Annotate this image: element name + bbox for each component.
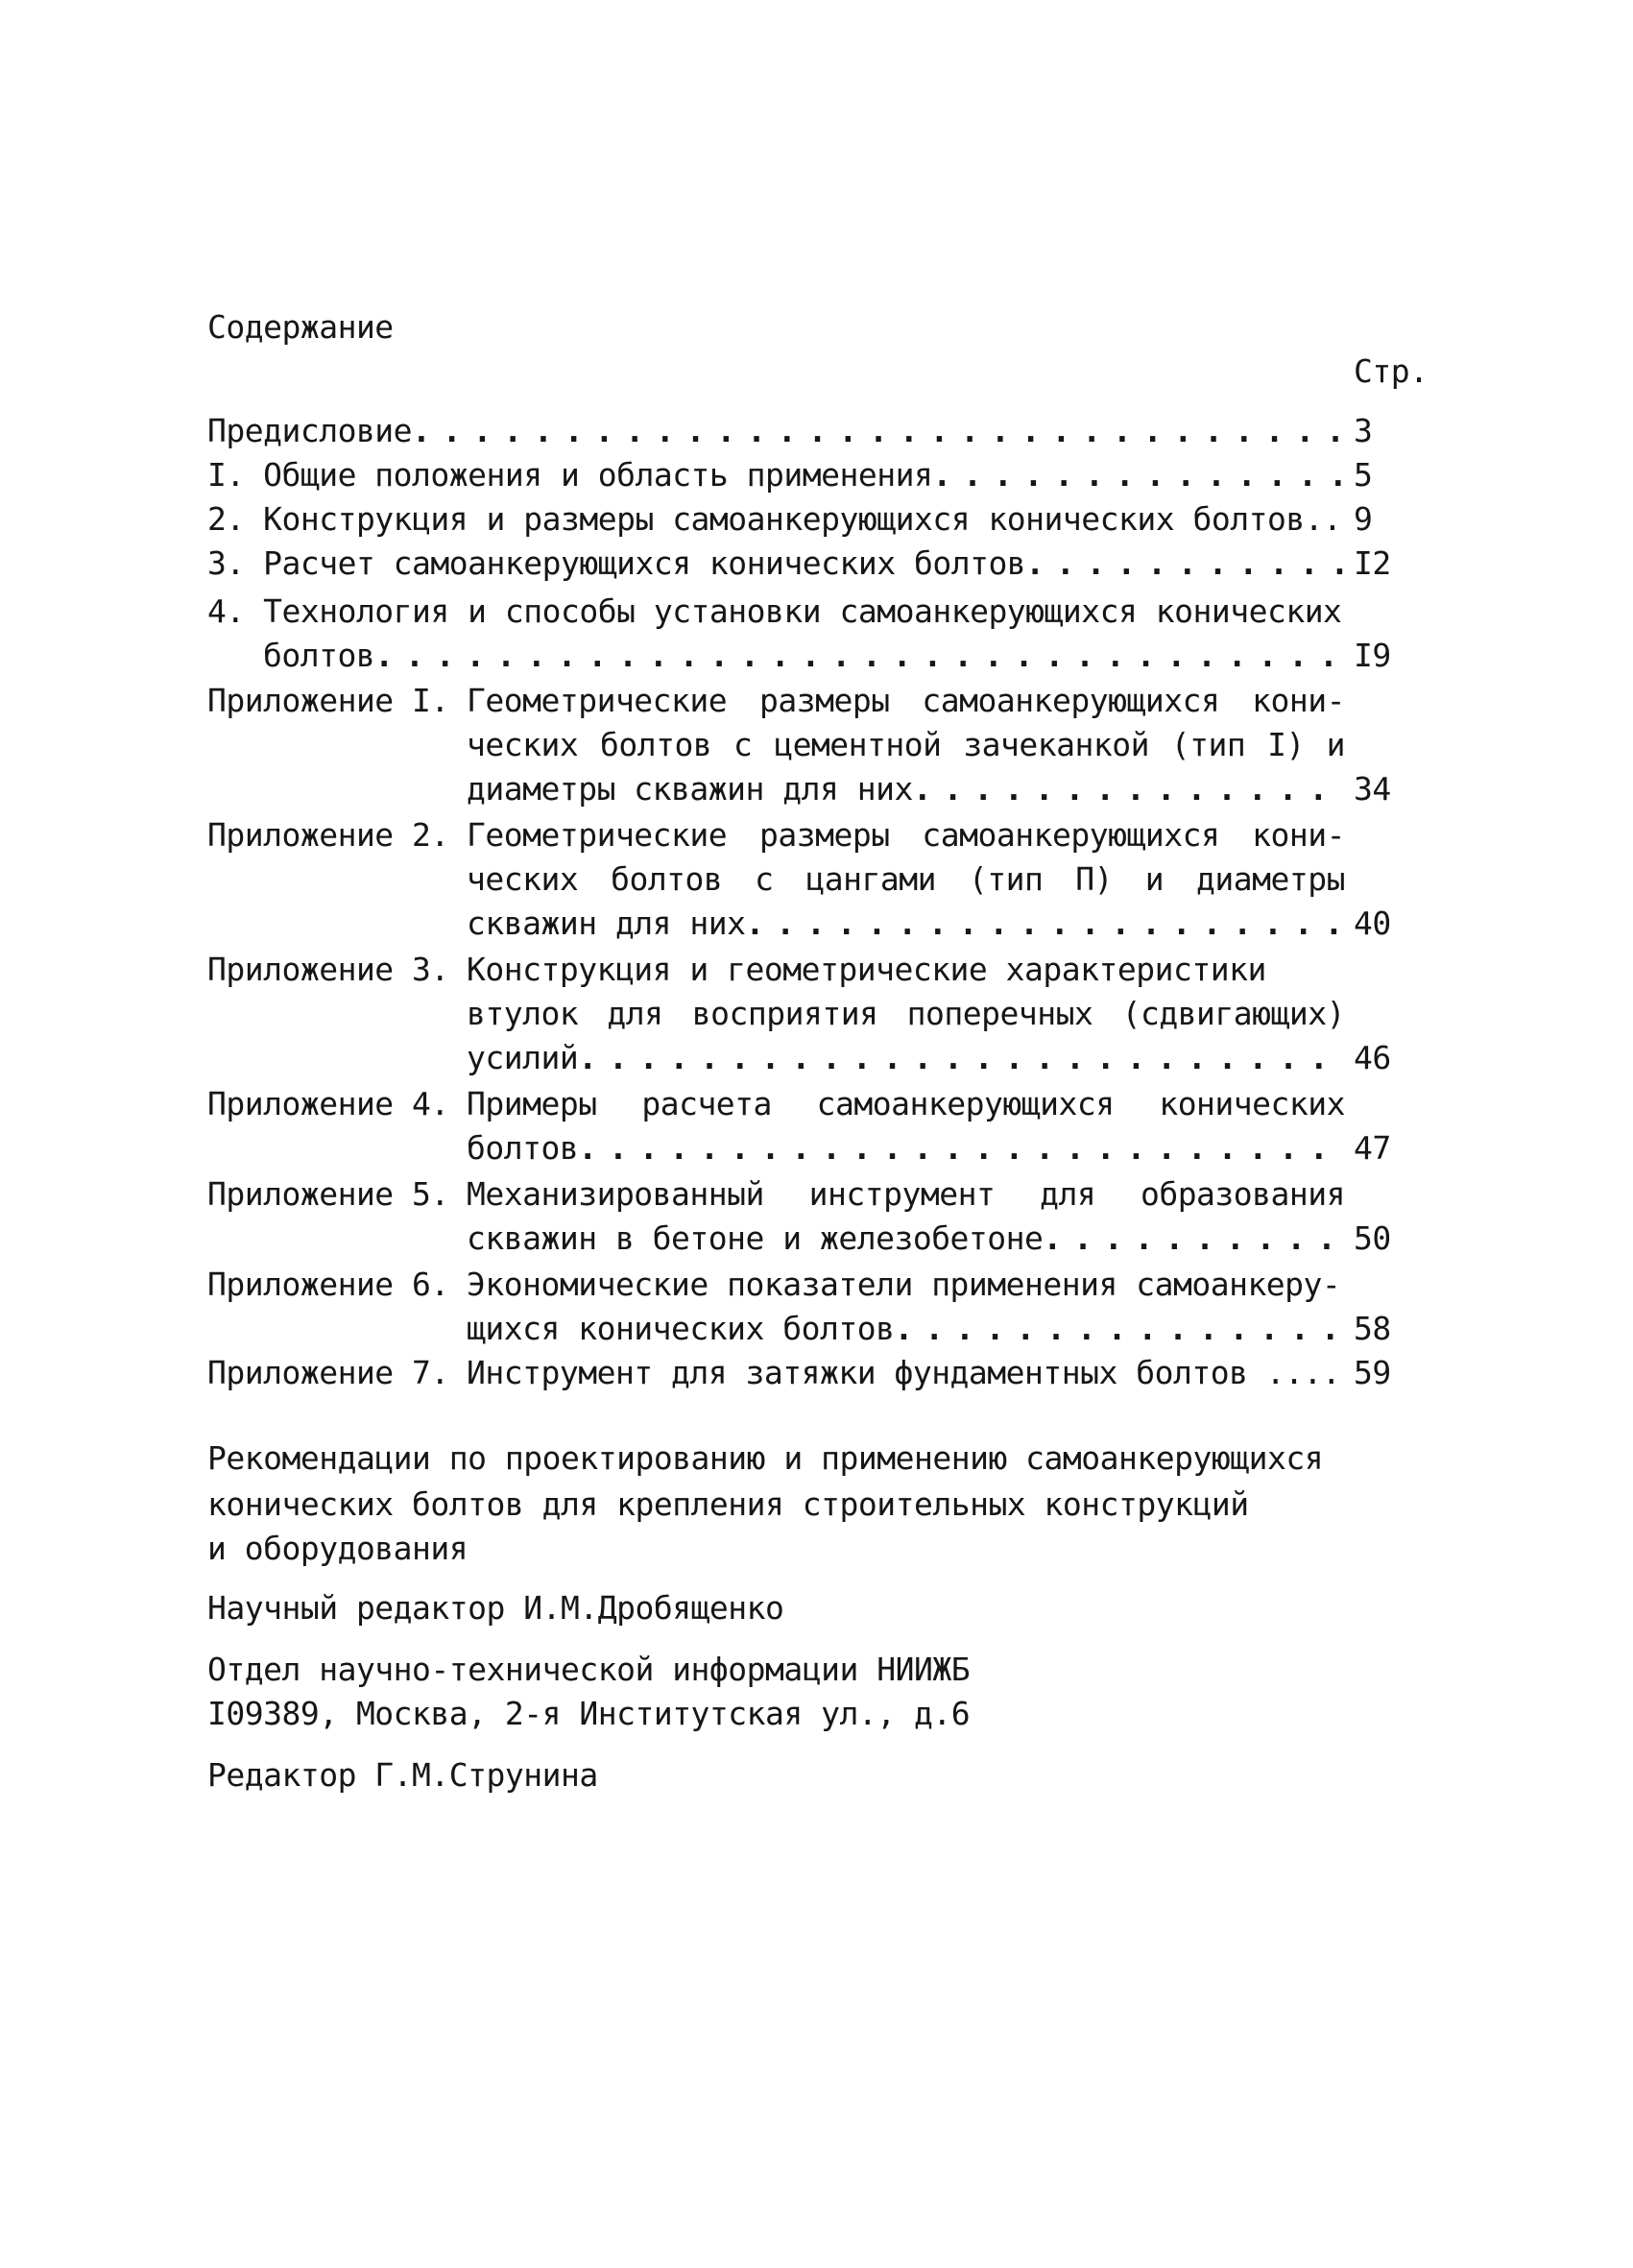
- dot-leader: [746, 902, 1345, 946]
- toc-page-number: 58: [1354, 1310, 1391, 1347]
- publisher-address: I09389, Москва, 2-я Институтская ул., д.6: [207, 1695, 971, 1732]
- appendix-label: Приложение 7.: [207, 1354, 449, 1391]
- dot-leader: [1043, 1217, 1345, 1261]
- book-title-line: Рекомендации по проектированию и применению самоанкерующихся: [207, 1439, 1324, 1477]
- toc-page-number: 5: [1354, 456, 1373, 494]
- appendix-label: Приложение 5.: [207, 1175, 449, 1213]
- toc-page-number: 50: [1354, 1219, 1391, 1257]
- appendix-line: ческих болтов с цементной зачеканкой (тип I) и: [467, 726, 1345, 763]
- appendix-label: Приложение I.: [207, 682, 449, 719]
- dot-leader: [374, 634, 1345, 678]
- toc-page-number: 40: [1354, 905, 1391, 942]
- dot-leader: [1025, 542, 1345, 586]
- appendix-label: Приложение 6.: [207, 1266, 449, 1303]
- dot-leader: [412, 409, 1345, 453]
- appendix-line: щихся конических болтов . . .: [467, 1307, 1345, 1351]
- appendix-line: скважин в бетоне и железобетоне . . .: [467, 1217, 1345, 1261]
- book-title-line: конических болтов для крепления строительных конструкций: [207, 1485, 1249, 1523]
- toc-entry: Предисловие . . .: [207, 409, 1345, 453]
- toc-entry-continuation: болтов . . .: [263, 634, 1345, 678]
- toc-entry: 4. Технология и способы установки самоанкерующихся конических: [207, 592, 1342, 630]
- appendix-line: Примеры расчета самоанкерующихся конических: [467, 1085, 1345, 1122]
- page-column-header: Стр.: [1354, 352, 1429, 390]
- appendix-label: Приложение 2.: [207, 816, 449, 854]
- publisher-department: Отдел научно-технической информации НИИЖБ: [207, 1651, 971, 1688]
- appendix-line: Экономические показатели применения самоанкеру-: [467, 1266, 1341, 1303]
- appendix-line: Геометрические размеры самоанкерующихся кони-: [467, 682, 1345, 719]
- toc-page-number: 9: [1354, 500, 1373, 538]
- dot-leader: [894, 1307, 1345, 1351]
- toc-entry: I. Общие положения и область применения . . .: [207, 453, 1345, 497]
- toc-page-number: I9: [1354, 637, 1391, 674]
- science-editor: Научный редактор И.М.Дробященко: [207, 1589, 784, 1627]
- appendix-line: болтов . . .: [467, 1126, 1345, 1170]
- appendix-label: Приложение 3.: [207, 951, 449, 988]
- toc-page-number: I2: [1354, 544, 1391, 582]
- appendix-line: усилий . . .: [467, 1036, 1345, 1080]
- toc-entry: 3. Расчет самоанкерующихся конических болтов . . .: [207, 542, 1345, 586]
- appendix-label: Приложение 4.: [207, 1085, 449, 1122]
- toc-page-number: 46: [1354, 1039, 1391, 1076]
- editor: Редактор Г.М.Струнина: [207, 1756, 598, 1794]
- toc-page-number: 3: [1354, 412, 1373, 449]
- dot-leader: [932, 453, 1345, 497]
- toc-page-number: 34: [1354, 770, 1391, 808]
- book-title-line: и оборудования: [207, 1530, 468, 1567]
- appendix-line: Механизированный инструмент для образования: [467, 1175, 1345, 1213]
- appendix-line: диаметры скважин для них . . .: [467, 767, 1345, 811]
- appendix-line: Инструмент для затяжки фундаментных болтов ....: [467, 1354, 1341, 1391]
- toc-entry: 2. Конструкция и размеры самоанкерующихся конических болтов..: [207, 500, 1342, 538]
- appendix-line: втулок для восприятия поперечных (сдвигающих): [467, 995, 1345, 1032]
- toc-page-number: 47: [1354, 1129, 1391, 1167]
- appendix-line: Конструкция и геометрические характеристики: [467, 951, 1266, 988]
- toc-page-number: 59: [1354, 1354, 1391, 1391]
- appendix-line: ческих болтов с цангами (тип П) и диаметры: [467, 860, 1345, 898]
- toc-title: Содержание: [207, 308, 394, 346]
- dot-leader: [913, 767, 1345, 811]
- dot-leader: [578, 1036, 1345, 1080]
- appendix-line: Геометрические размеры самоанкерующихся кони-: [467, 816, 1345, 854]
- dot-leader: [578, 1126, 1345, 1170]
- appendix-line: скважин для них . . .: [467, 902, 1345, 946]
